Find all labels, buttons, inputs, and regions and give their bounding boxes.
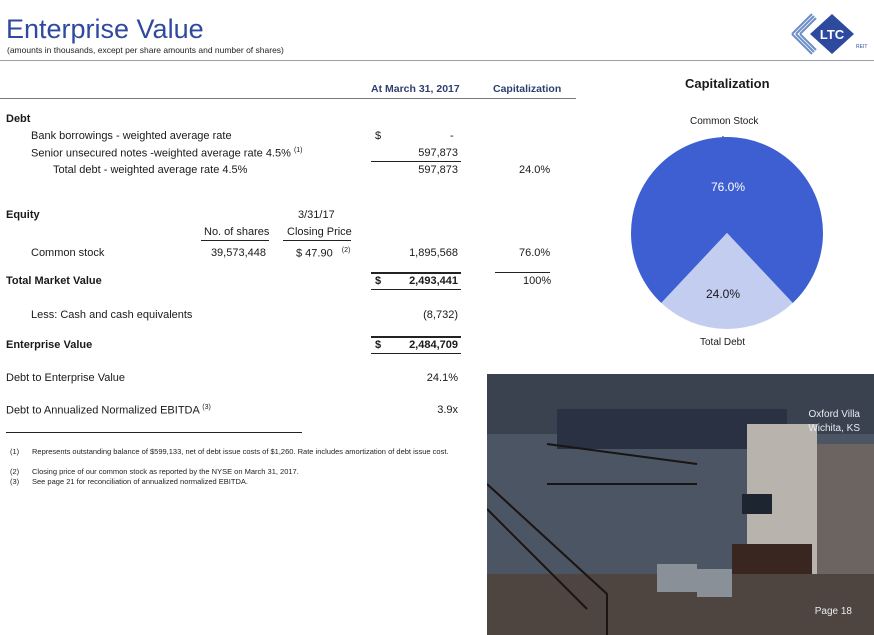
total-debt-cap: 24.0%: [519, 164, 551, 176]
tmv-value: 2,493,441: [409, 275, 458, 287]
bank-value: -: [450, 130, 454, 142]
footnote-1-num: (1): [10, 447, 20, 456]
tmv-cap-rule: [495, 272, 550, 273]
page-title: Enterprise Value: [6, 14, 204, 44]
tmv-label: Total Market Value: [6, 275, 102, 287]
capitalization-pie-chart: [620, 128, 840, 338]
chart-title: Capitalization: [685, 76, 770, 91]
common-price: $ 47.90 $^{(2)}$: [296, 247, 351, 260]
pie-data-label-debt: 24.0%: [705, 287, 741, 301]
footnote-2-num: (2): [10, 467, 20, 476]
debt-to-ev-label: Debt to Enterprise Value: [6, 372, 126, 384]
cash-label: Less: Cash and cash equivalents: [31, 309, 193, 321]
ev-label: Enterprise Value: [6, 339, 93, 351]
pie-legend-total-debt: Total Debt: [700, 337, 746, 348]
total-debt-value: 597,873: [418, 164, 458, 176]
logo-subtext: REIT: [856, 44, 868, 50]
photo-caption: [808, 408, 860, 436]
closing-header-rule: [283, 240, 351, 241]
header-divider: [0, 60, 874, 61]
closing-price-header: Closing Price: [287, 226, 352, 238]
page-subtitle: (amounts in thousands, except per share amounts and number of shares): [7, 45, 284, 55]
ev-value: 2,484,709: [409, 339, 458, 351]
ltc-logo-icon: [788, 12, 868, 56]
debt-to-ev-value: 24.1%: [426, 372, 458, 384]
equity-section-label: Equity: [6, 209, 40, 221]
footnote-3-text: See page 21 for reconciliation of annualized normalized EBITDA.: [32, 477, 248, 486]
footnote-2-text: Closing price of our common stock as reported by the NYSE on March 31, 2017.: [32, 467, 299, 476]
common-value: 1,895,568: [409, 247, 458, 259]
bank-currency: $: [375, 130, 382, 142]
common-stock-label: Common stock: [31, 247, 105, 259]
senior-underline: [371, 161, 461, 162]
ltc-logo: [788, 12, 868, 56]
col-header-at-march: At March 31, 2017: [371, 83, 460, 95]
total-debt-label: Total debt - weighted average rate 4.5%: [53, 164, 248, 176]
pie-legend-common-stock: Common Stock: [690, 116, 759, 127]
shares-header-rule: [201, 240, 269, 241]
tmv-cap: 100%: [523, 275, 552, 287]
debt-to-ebitda-label: Debt to Annualized Normalized EBITDA $^{(3)}$: [6, 404, 211, 417]
shares-header: No. of shares: [204, 226, 270, 238]
photo-caption-name: Oxford Villa: [808, 409, 860, 420]
debt-section-label: Debt: [6, 113, 31, 125]
table-header-rule: [0, 98, 576, 99]
page-number: Page 18: [814, 606, 852, 617]
debt-to-ebitda-value: 3.9x: [437, 404, 458, 416]
price-date-header: 3/31/17: [298, 209, 335, 221]
cash-value: (8,732): [423, 309, 458, 321]
pie-data-label-common: 76.0%: [710, 180, 746, 194]
tmv-currency: $: [375, 275, 382, 287]
logo-text: LTC: [819, 27, 845, 42]
footnote-3-num: (3): [10, 477, 20, 486]
col-header-capitalization: Capitalization: [493, 83, 562, 95]
common-cap: 76.0%: [519, 247, 551, 259]
footnote-rule: [6, 432, 302, 433]
senior-notes-label: Senior unsecured notes -weighted average rate 4.5% $^{(1)}$: [31, 147, 303, 160]
bank-borrowings-label: Bank borrowings - weighted average rate: [31, 130, 232, 142]
footnote-1-text: Represents outstanding balance of $599,133, net of debt issue costs of $1,260. Rate includes amortization of debt issue cost.: [32, 447, 449, 456]
photo-caption-location: Wichita, KS: [808, 423, 860, 434]
common-shares: 39,573,448: [210, 247, 266, 259]
senior-notes-value: 597,873: [418, 147, 458, 159]
ev-currency: $: [375, 339, 382, 351]
